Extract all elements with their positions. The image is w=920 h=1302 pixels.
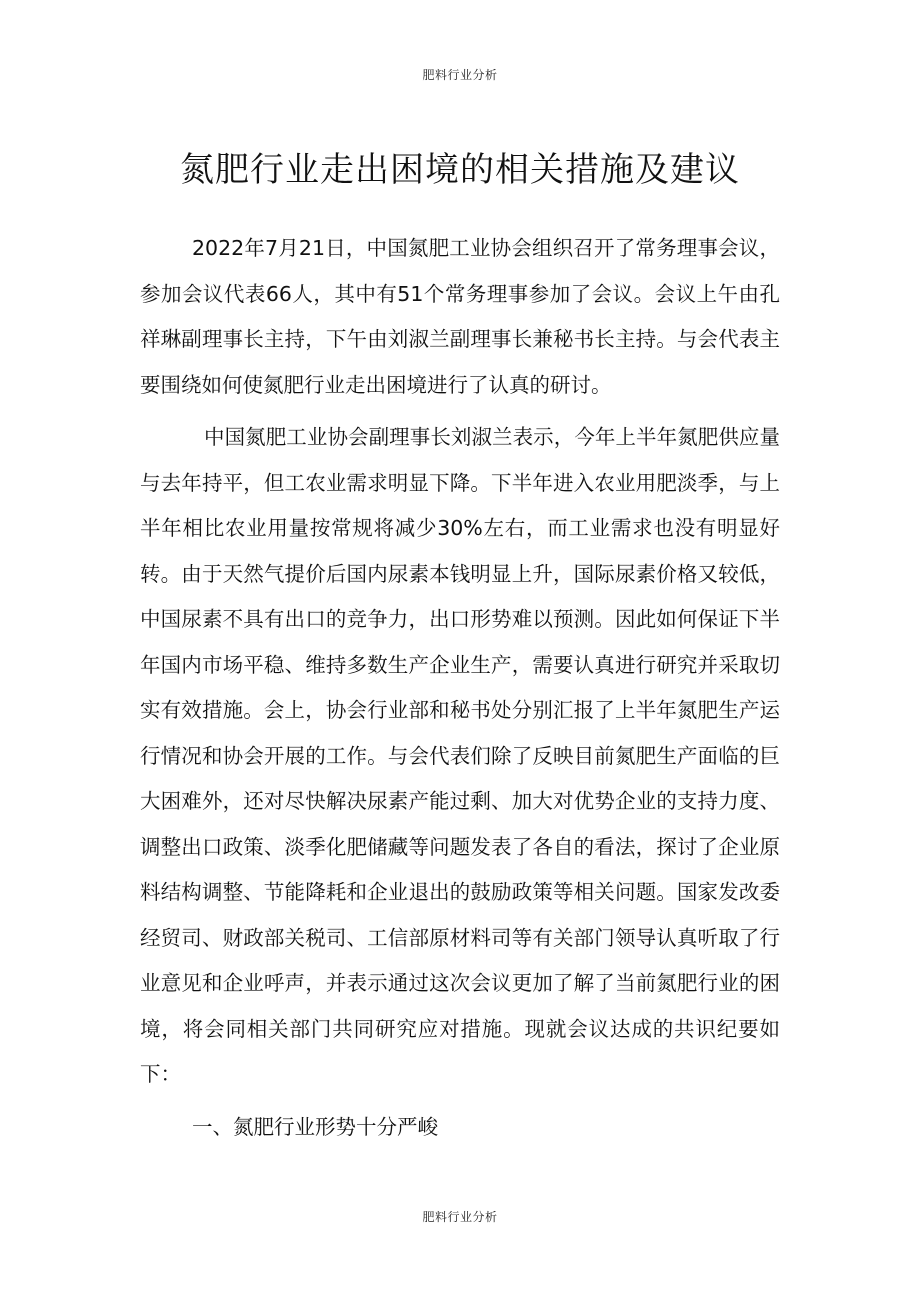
paragraph-speech-summary: 中国氮肥工业协会副理事长刘淑兰表示，今年上半年氮肥供应量与去年持平，但工农业需求明显下降。下半年进入农业用肥淡季，与上半年相比农业用量按常规将减少30%左右，而工业需求也没有明显好转。由于天然气提价后国内尿素本钱明显上升，国际尿素价格又较低，中国尿素不具有出口的竞争力，出口形势难以预测。因此如何保证下半年国内市场平稳、维持多数生产企业生产，需要认真进行研究并采取切实有效措施。会上，协会行业部和秘书处分别汇报了上半年氮肥生产运行情况和协会开展的工作。与会代表们除了反映目前氮肥生产面临的巨大困难外，还对尽快解决尿素产能过剩、加大对优势企业的支持力度、调整出口政策、淡季化肥储藏等问题发表了各自的看法，探讨了企业原料结构调整、节能降耗和企业退出的鼓励政策等相关问题。国家发改委经贸司、财政部关税司、工信部原材料司等有关部门领导认真听取了行业意见和企业呼声，并表示通过这次会议更加了解了当前氮肥行业的困境，将会同相关部门共同研究应对措施。现就会议达成的共识纪要如下： <box>140 425 780 1086</box>
document-title: 氮肥行业走出困境的相关措施及建议 <box>180 150 740 190</box>
document-body <box>140 226 780 1150</box>
paragraph-meeting-intro: 2022年7月21日，中国氮肥工业协会组织召开了常务理事会议，参加会议代表66人，其中有51个常务理事参加了会议。会议上午由孔祥琳副理事长主持，下午由刘淑兰副理事长兼秘书长主持。与会代表主要围绕如何使氮肥行业走出困境进行了认真的研讨。 <box>140 236 780 397</box>
page-footer: 肥料行业分析 <box>422 1210 498 1224</box>
section-heading-1: 一、氮肥行业形势十分严峻 <box>192 1114 438 1139</box>
page-header: 肥料行业分析 <box>422 68 498 82</box>
